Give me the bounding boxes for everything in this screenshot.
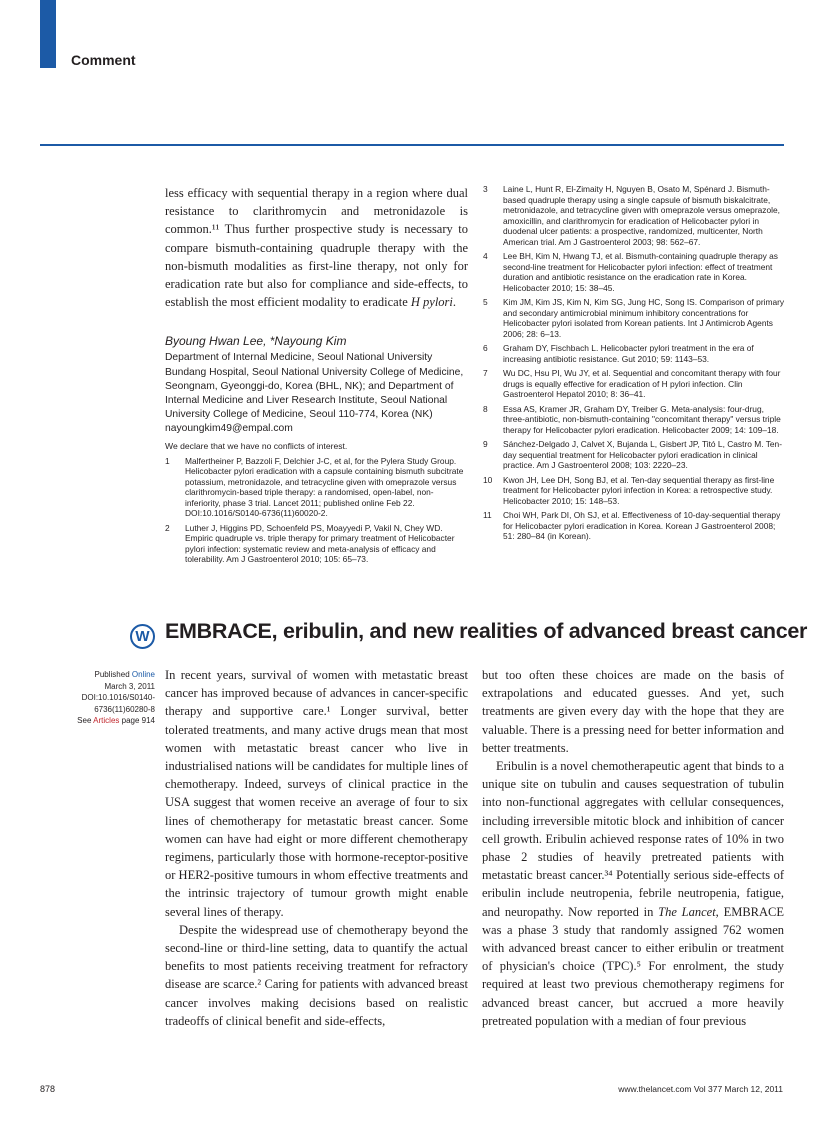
published-online-label (70, 669, 155, 681)
header-rule (40, 144, 784, 146)
reference-item (483, 184, 788, 247)
reference-number: 6 (483, 343, 488, 353)
publication-date: March 3, 2011 (104, 681, 155, 691)
journal-name: The Lancet (658, 904, 716, 919)
reference-number: 7 (483, 368, 488, 378)
page-number: 878 (40, 1084, 56, 1094)
reference-item (483, 404, 788, 436)
article-paragraph: but too often these choices are made on the basis of extrapolations and educated guesses. And yet, such treatments are given every day with the hope that they are valuable. There is a pressing need for better information and better treatments. (482, 668, 784, 755)
reference-item (483, 368, 788, 400)
reference-text: Essa AS, Kramer JR, Graham DY, Treiber G. Meta-analysis: four-drug, three-antibiotic, non-bismuth-containing "concomitant therapy" versus triple therapy for Helicobacter pylori eradication. Helicobacter 2009; 14: 109–18. (503, 403, 781, 435)
prev-article-column-1 (165, 184, 468, 569)
article-paragraph: In recent years, survival of women with metastatic breast cancer has improved because of advances in cancer-specific therapy and supportive care.¹ Longer survival, better tolerated treatments, and many active drugs mean that most women with metastatic breast cancer who live in industrialised nations will be candidates for multiple lines of chemotherapy. Indeed, surveys of clinical practice in the USA suggest that women receive an average of four to six lines of chemotherapy for metastatic breast cancer. Some women can have had eight or more different chemotherapy regimens, particularly those with hormone-receptor-positive or HER2-positive tumours in whom effective treatments and the intrinsic trajectory of tumour growth might enable several lines of therapy. (165, 668, 468, 919)
reference-text: Graham DY, Fischbach L. Helicobacter pylori treatment in the era of increasing antibiotic resistance. Gut 2010; 59: 1143–53. (503, 343, 754, 364)
prev-article-paragraph (165, 184, 468, 311)
publication-info (70, 669, 155, 727)
reference-item (483, 510, 788, 542)
prev-article-period: . (452, 295, 457, 310)
reference-number: 1 (165, 455, 170, 466)
reference-text: Wu DC, Hsu PI, Wu JY, et al. Sequential and concomitant therapy with four drugs is equally effective for eradication of H pylori infection. Clin Gastroenterol Hepatol 2010; 8: 36–41. (503, 368, 781, 399)
article-doi: DOI:10.1016/S0140-6736(11)60280-8 (81, 693, 155, 714)
reference-text: Luther J, Higgins PD, Schoenfeld PS, Moayyedi P, Vakil N, Chey WD. Empiric quadruple vs. triple therapy for primary treatment of Helicobacter pylori infection: systematic review and meta-analysis of efficacy and tolerability. Am J Gastroenterol 2010; 105: 65–73. (185, 522, 455, 565)
reference-text: Choi WH, Park DI, Oh SJ, et al. Effectiveness of 10-day-sequential therapy for Helicobacter pylori eradication in Korea. Korean J Gastroenterol 2008; 51: 280–84 (in Korean). (503, 510, 781, 541)
see-page: page 914 (119, 716, 155, 725)
reference-text: Lee BH, Kim N, Hwang TJ, et al. Bismuth-containing quadruple therapy as second-line treatment for Helicobacter pylori infection: effect of treatment duration and antibiotic resistance on the eradication rate in Korea. Helicobacter 2010; 15: 38–45. (503, 251, 778, 293)
online-label: Online (131, 670, 155, 679)
reference-item (483, 251, 788, 293)
reference-text: Sánchez-Delgado J, Calvet X, Bujanda L, Gisbert JP, Titó L, Castro M. Ten-day sequential treatment for Helicobacter pylori eradication in clinical practice. Am J Gastroenterol 2008; 103: 2220–23. (503, 439, 782, 470)
article-column-1 (165, 666, 468, 1030)
author-affiliation: Department of Internal Medicine, Seoul National University Bundang Hospital, Seoul National University College of Medicine, Seongnam, Gyeonggi-do, Korea (BHL, NK); and Department of Internal Medicine and Liver Research Institute, Seoul National University College of Medicine, Seoul 110-774, Korea (NK) (165, 352, 464, 421)
references-right (483, 184, 788, 546)
reference-number: 5 (483, 297, 488, 307)
article-paragraph: Despite the widespread use of chemotherapy beyond the second-line or third-line setting, data to quantify the actual benefits to most patients receiving treatment for refractory disease are scarce.² Caring for patients with advanced breast cancer involves making decisions based on realistic tradeoffs of clinical benefit and side-effects, (165, 922, 468, 1028)
web-extra-icon: W (130, 624, 155, 649)
reference-item (483, 439, 788, 471)
reference-item (165, 523, 468, 565)
prev-article-text: less efficacy with sequential therapy in a region where dual resistance to clarithromycin and metronidazole is common.¹¹ Thus further prospective study is necessary to compare bismuth-containing quadruple therapy with the non-bismuth modalities as first-line therapy, not only for eradication rate but also for compliance and side-effects, to establish the most efficient modality to eradicate (165, 186, 468, 310)
article-text: , EMBRACE was a phase 3 study that randomly assigned 762 women with advanced breast cancer to either eribulin or treatment of physician's choice (TPC).⁵ For enrolment, the study required at least two previous chemotherapy regimens for advanced breast cancer, but accrued a more heavily pretreated population with a median of four previous (482, 904, 784, 1028)
prev-article-italic: H pylori (410, 295, 453, 310)
author-names: Byoung Hwan Lee, *Nayoung Kim (165, 334, 347, 349)
article-paragraph (482, 757, 784, 1030)
reference-item (483, 297, 788, 339)
reference-number: 3 (483, 184, 488, 194)
published-label: Published (94, 670, 132, 679)
reference-item (483, 475, 788, 507)
reference-number: 10 (483, 474, 493, 485)
article-column-2 (482, 666, 784, 1030)
conflict-of-interest: We declare that we have no conflicts of interest. (165, 440, 348, 451)
reference-number: 9 (483, 439, 488, 449)
references-left (165, 456, 468, 565)
article-text: Eribulin is a novel chemotherapeutic agent that binds to a unique site on tubulin and causes sequestration of tubulin into non-functional aggregates with cellular consequences, including irreversible mitotic block and inhibition of cancer cell growth. Eribulin achieved response rates of 10% in two phase 2 studies of heavily pretreated patients with metastatic breast cancer.³⁴ Potentially serious side-effects of eribulin include neutropenia, febrile neutropenia, fatigue, and neuropathy. Now reported in (482, 759, 784, 919)
reference-item (483, 343, 788, 364)
reference-text: Kwon JH, Lee DH, Song BJ, et al. Ten-day sequential therapy as first-line treatment for Helicobacter pylori infection in Korea: a retrospective study. Helicobacter 2010; 15: 148–53. (503, 474, 775, 506)
reference-text: Kim JM, Kim JS, Kim N, Kim SG, Jung HC, Song IS. Comparison of primary and secondary antimicrobial minimum inhibitory concentrations for Helicobacter pylori isolated from Korean patients. Int J Antimicrob Agents 2006; 28: 6–13. (503, 297, 785, 339)
see-prefix: See (77, 716, 94, 725)
author-email[interactable]: nayoungkim49@empal.com (165, 423, 293, 435)
section-label: Comment (71, 52, 136, 68)
see-also (70, 715, 155, 727)
reference-number: 8 (483, 403, 488, 414)
reference-number: 11 (483, 510, 492, 520)
author-block (165, 333, 468, 451)
reference-number: 4 (483, 251, 488, 261)
journal-footer: www.thelancet.com Vol 377 March 12, 2011 (618, 1084, 783, 1094)
see-articles-link[interactable]: Articles (93, 716, 120, 725)
section-color-bar (40, 0, 56, 68)
reference-text: Malfertheiner P, Bazzoli F, Delchier J-C, et al, for the Pylera Study Group. Helicobacter pylori eradication with a capsule containing bismuth subcitrate potassium, metronidazole, and tetracycline given with omeprazole versus clarithromycin-based triple therapy: a randomised, open-label, non-inferiority, phase 3 trial. Lancet 2011; published online Feb 22. DOI:10.1016/S0140-6736(11)60020-2. (185, 455, 464, 519)
reference-text: Laine L, Hunt R, El-Zimaity H, Nguyen B, Osato M, Spénard J. Bismuth-based quadruple therapy using a single capsule of bismuth biskalcitrate, metronidazole, and tetracycline given with omeprazole versus omeprazole, amoxicillin, and clarithromycin for eradication of Helicobacter pylori in duodenal ulcer patients: a prospective, randomized, multicenter, North American trial. Am J Gastroenterol 2003; 98: 562–67. (503, 184, 780, 247)
article-title: EMBRACE, eribulin, and new realities of advanced breast cancer (165, 619, 808, 643)
reference-number: 2 (165, 522, 170, 533)
reference-item (165, 456, 468, 519)
